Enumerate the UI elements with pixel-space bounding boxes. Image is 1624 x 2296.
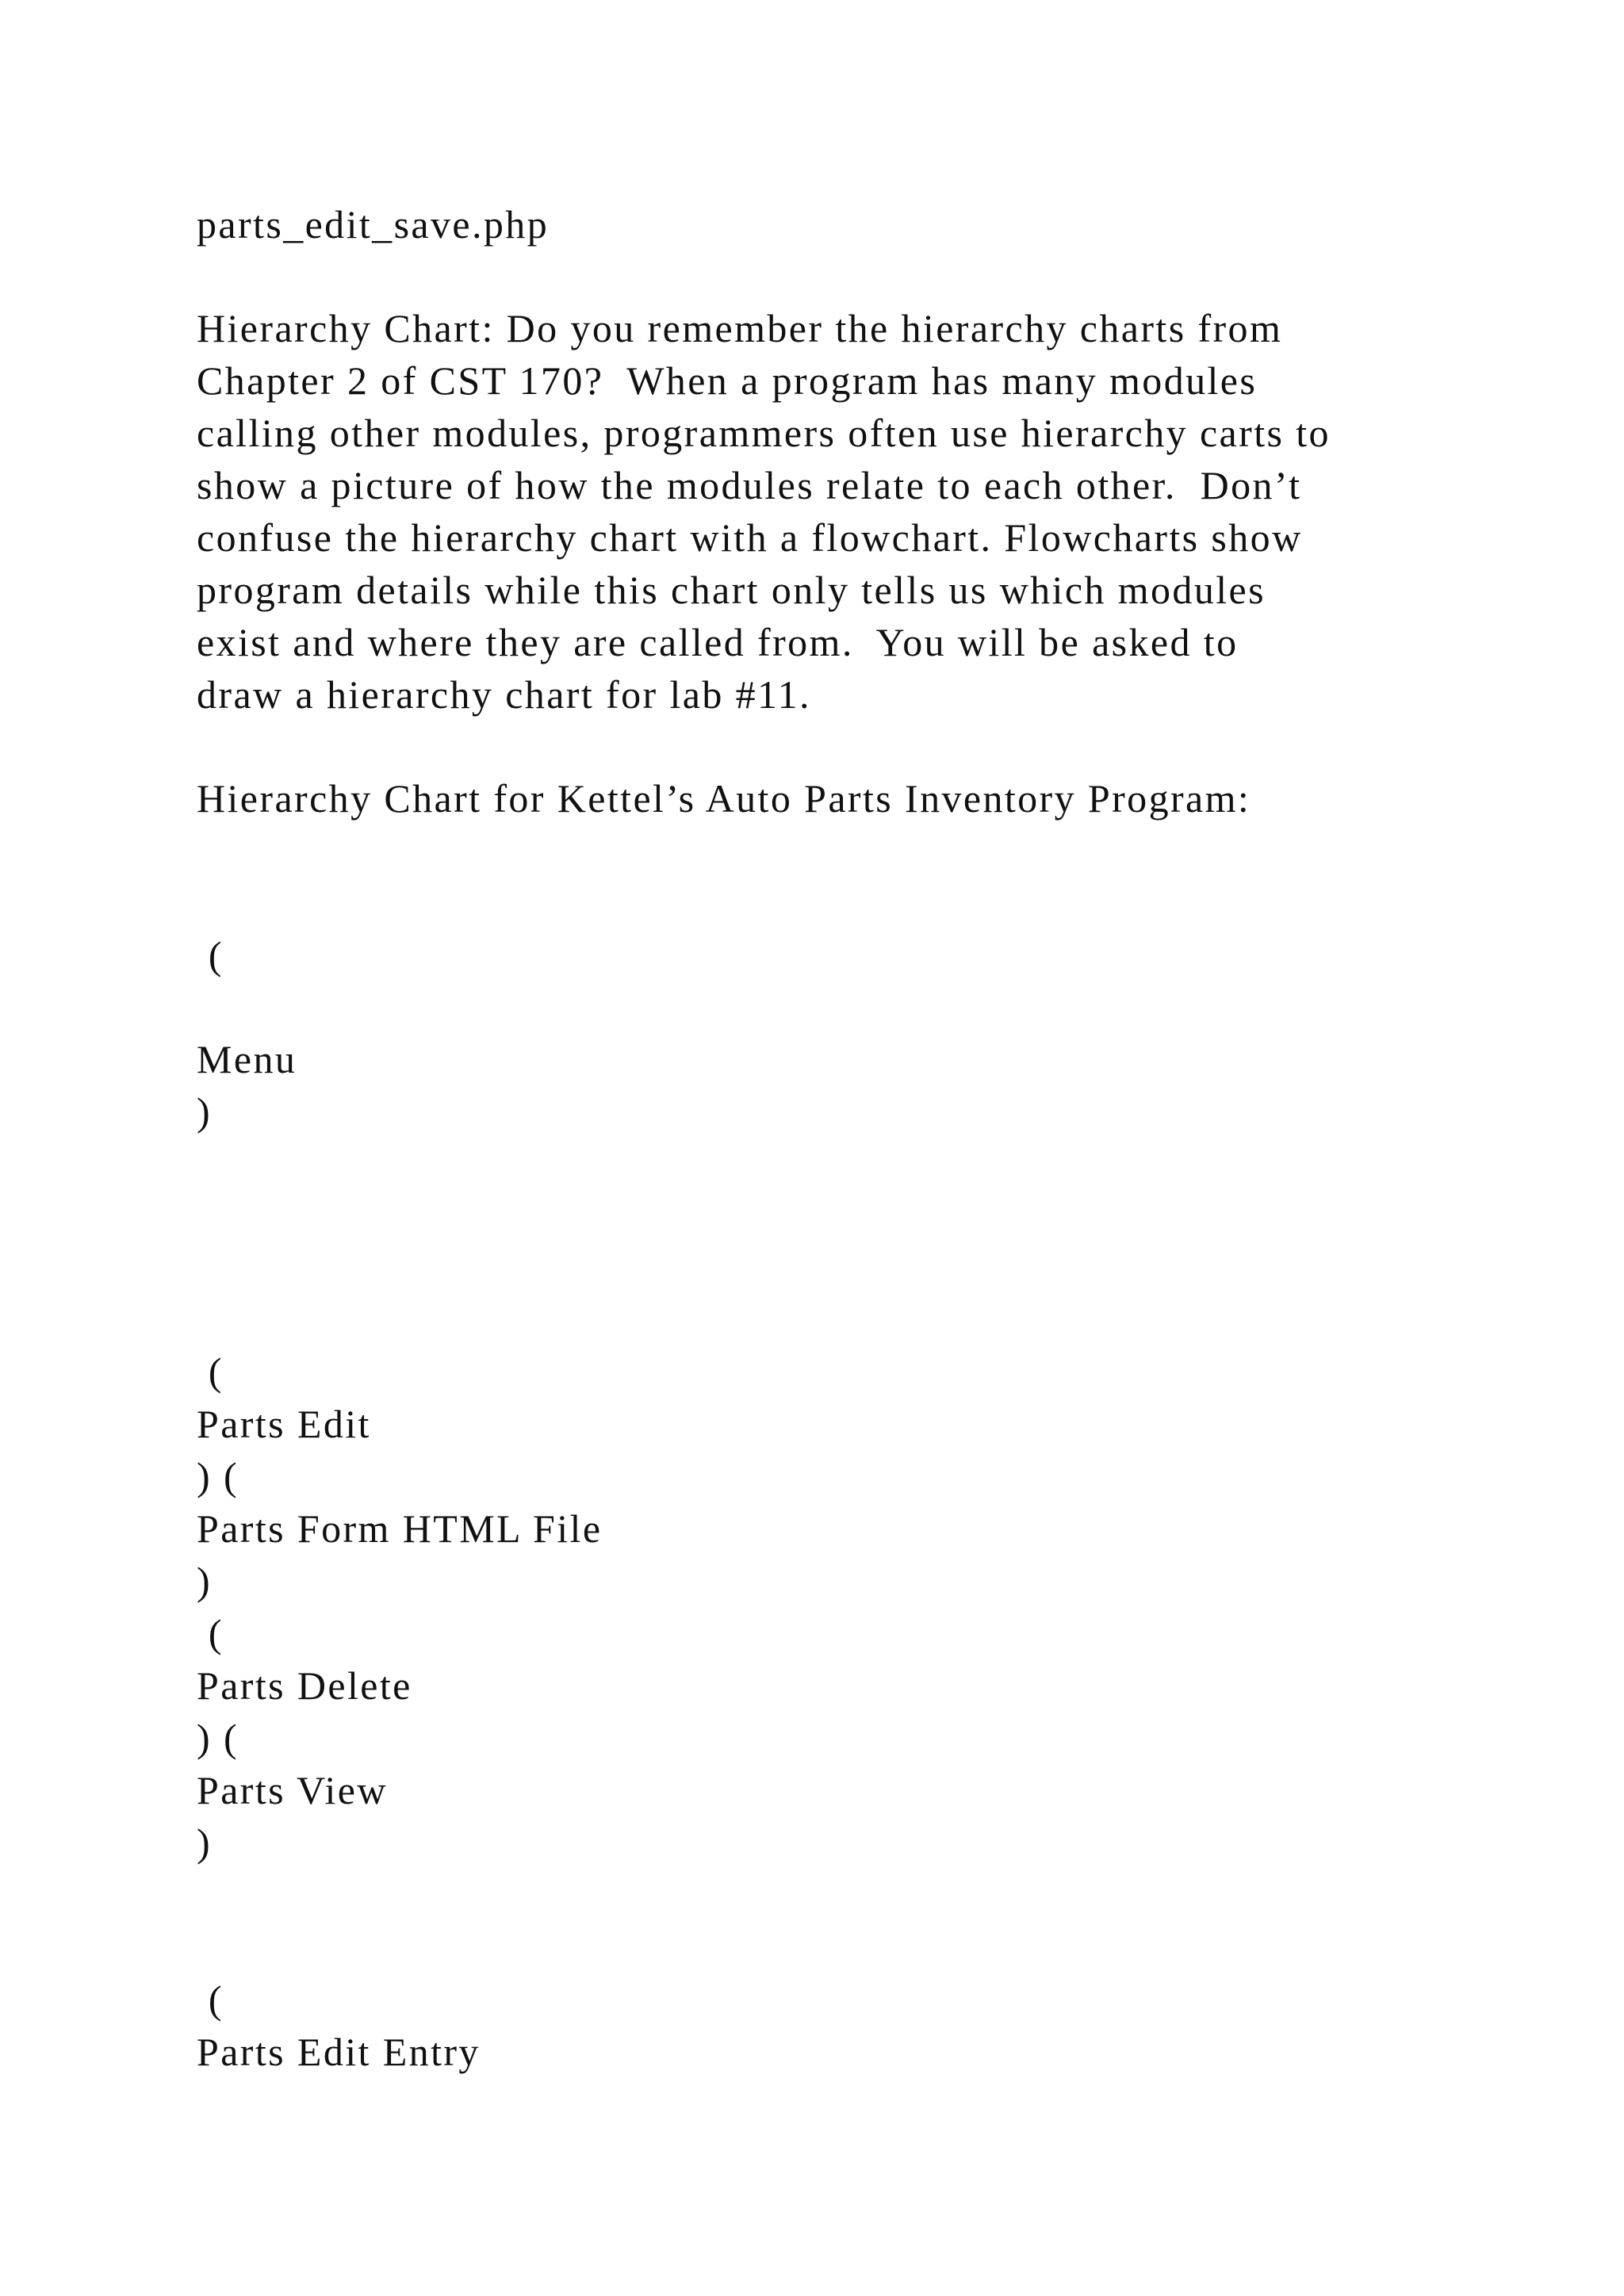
chart-node-menu: Menu	[197, 1037, 297, 1081]
chart-paren-pair: ) (	[197, 1454, 239, 1498]
chart-close-paren: )	[197, 1089, 213, 1134]
chart-open-paren: (	[197, 933, 224, 978]
chart-node-parts-edit-entry: Parts Edit Entry	[197, 2030, 481, 2074]
chart-close-paren: )	[197, 1559, 213, 1603]
intro-line-4: show a picture of how the modules relate to each other. Don’t	[197, 463, 1302, 507]
filename-line: parts_edit_save.php	[197, 202, 550, 247]
chart-close-paren: )	[197, 1820, 213, 1865]
chart-node-parts-form-html-file: Parts Form HTML File	[197, 1506, 603, 1551]
intro-line-1: Hierarchy Chart: Do you remember the hierarchy charts from	[197, 306, 1283, 350]
intro-line-8: draw a hierarchy chart for lab #11.	[197, 672, 811, 717]
intro-line-2: Chapter 2 of CST 170? When a program has many modules	[197, 358, 1258, 403]
chart-node-parts-edit: Parts Edit	[197, 1402, 371, 1446]
chart-open-paren: (	[197, 1349, 224, 1394]
intro-line-3: calling other modules, programmers often use hierarchy carts to	[197, 411, 1331, 455]
chart-open-paren: (	[197, 1977, 224, 2022]
chart-paren-pair: ) (	[197, 1716, 239, 1760]
chart-open-paren: (	[197, 1611, 224, 1655]
intro-line-5: confuse the hierarchy chart with a flowchart. Flowcharts show	[197, 515, 1303, 560]
chart-node-parts-view: Parts View	[197, 1768, 388, 1812]
chart-node-parts-delete: Parts Delete	[197, 1663, 412, 1708]
chart-heading: Hierarchy Chart for Kettel’s Auto Parts Inventory Program:	[197, 776, 1251, 821]
intro-line-7: exist and where they are called from. You will be asked to	[197, 620, 1239, 664]
intro-line-6: program details while this chart only tells us which modules	[197, 568, 1266, 612]
